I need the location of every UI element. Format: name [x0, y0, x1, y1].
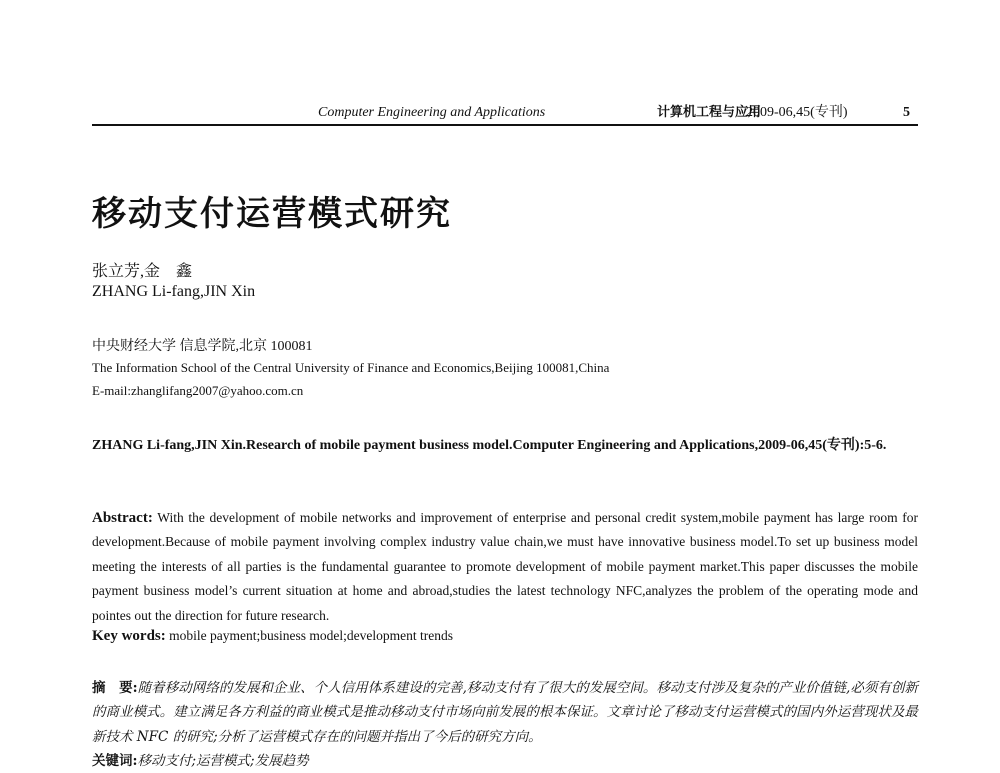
abstract-label: Abstract: — [92, 510, 153, 526]
keywords-en — [92, 628, 453, 645]
keywords-cn-text: 移动支付;运营模式;发展趋势 — [137, 753, 309, 769]
abstract-cn — [92, 676, 918, 749]
authors-en: ZHANG Li-fang,JIN Xin — [92, 283, 256, 300]
abstract-cn-label: 摘 要: — [92, 680, 138, 696]
abstract-cn-text: 随着移动网络的发展和企业、个人信用体系建设的完善,移动支付有了很大的发展空间。移动支付涉及复杂的产业价值链,必须有创新的商业模式。建立满足各方利益的商业模式是推动移动支付市场向前发展的根本保证。文章讨论了移动支付运营模式的国内外运营现状及最新技术 NFC 的研究;分析了运营模式存在的问题并指出了今后的研究方向。 — [92, 680, 918, 745]
authors-cn: 张立芳,金 鑫 — [92, 263, 193, 280]
email: E-mail:zhanglifang2007@yahoo.com.cn — [92, 383, 304, 398]
abstract-text: With the development of mobile networks and improvement of enterprise and personal credit system,mobile payment has large room for development.Because of mobile payment involving complex industry value chain,we must have innovative business model.To set up business model meeting the interests of all parties is the fundamental guarantee to promote development of mobile payment market.This paper discusses the mobile payment business model’s current situation at home and abroad,studies the latest technology NFC,analyzes the problem of the operating mode and pointes out the direction for future research. — [92, 510, 918, 623]
keywords-cn — [92, 749, 309, 773]
keywords-cn-label: 关键词: — [92, 753, 138, 769]
running-header — [92, 102, 918, 126]
keywords-label: Key words: — [92, 628, 166, 644]
affiliation-en: The Information School of the Central University of Finance and Economics,Beijing 100081,China — [92, 360, 610, 375]
citation: ZHANG Li-fang,JIN Xin.Research of mobile payment business model.Computer Engineering and Applications,2009-06,45(专刊):5-6. — [92, 438, 887, 453]
journal-name-cn: 计算机工程与应用 — [657, 105, 762, 120]
paper-title: 移动支付运营模式研究 — [92, 194, 452, 234]
issue-info: 2009-06,45(专刊) — [746, 105, 848, 120]
abstract-en — [92, 506, 918, 628]
keywords-text: mobile payment;business model;development trends — [165, 628, 453, 643]
page-number: 5 — [903, 105, 910, 120]
journal-name-en: Computer Engineering and Applications — [318, 105, 546, 120]
affiliation-cn: 中央财经大学 信息学院,北京 100081 — [92, 339, 313, 354]
